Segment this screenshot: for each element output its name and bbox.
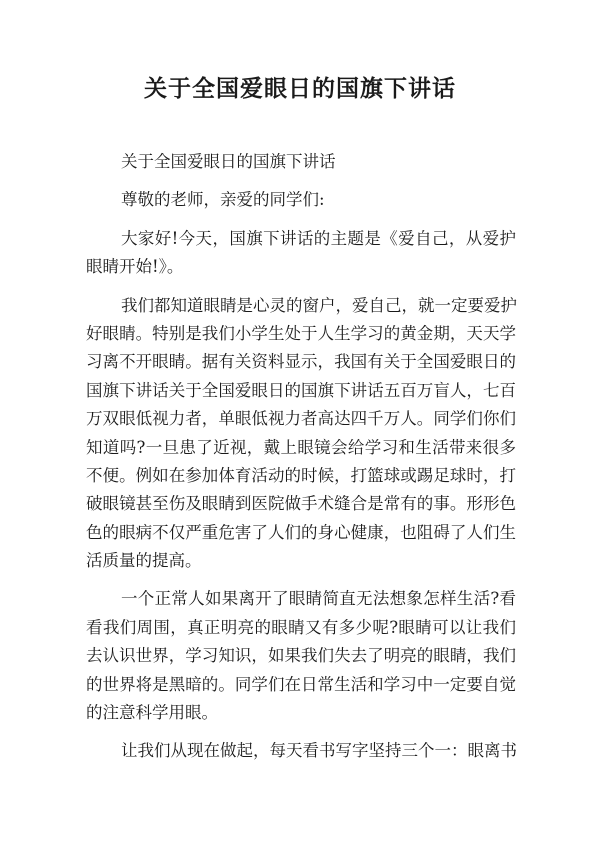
text-line: 的世界将是黑暗的。同学们在日常生活和学习中一定要自觉 <box>86 674 516 694</box>
paragraph-gap <box>86 282 516 292</box>
paragraph-gap <box>86 727 516 737</box>
text-line: 一个正常人如果离开了眼睛简直无法想象怎样生活?看 <box>121 589 516 609</box>
text-line: 习离不开眼睛。据有关资料显示，我国有关于全国爱眼日的 <box>86 352 516 372</box>
text-line: 不便。例如在参加体育活动的时候，打篮球或踢足球时，打 <box>86 465 516 485</box>
text-line: 眼睛开始!》。 <box>86 257 184 277</box>
document-body <box>86 148 516 766</box>
text-line: 去认识世界，学习知识，如果我们失去了明亮的眼睛，我们 <box>86 646 516 666</box>
text-line: 知道吗?一旦患了近视，戴上眼镜会给学习和生活带来很多 <box>86 437 516 457</box>
text-line: 好眼睛。特别是我们小学生处于人生学习的黄金期，天天学 <box>86 323 516 343</box>
paragraph-gap <box>86 215 516 225</box>
text-line: 万双眼低视力者，单眼低视力者高达四千万人。同学们你们 <box>86 409 516 429</box>
paragraph-gap <box>86 176 516 186</box>
document-title: 关于全国爱眼日的国旗下讲话 <box>144 75 456 102</box>
text-line: 活质量的提高。 <box>86 551 202 571</box>
text-line: 国旗下讲话关于全国爱眼日的国旗下讲话五百万盲人，七百 <box>86 380 516 400</box>
text-line: 色的眼病不仅严重危害了人们的身心健康，也阻碍了人们生 <box>86 522 516 542</box>
text-line: 让我们从现在做起，每天看书写字坚持三个一：眼离书 <box>121 741 517 761</box>
text-line: 关于全国爱眼日的国旗下讲话 <box>121 152 336 171</box>
text-line: 大家好!今天，国旗下讲话的主题是《爱自己，从爱护 <box>121 228 516 248</box>
paragraph-gap <box>86 575 516 585</box>
text-line: 破眼镜甚至伤及眼睛到医院做手术缝合是常有的事。形形色 <box>86 494 516 514</box>
text-line: 的注意科学用眼。 <box>86 703 218 723</box>
text-line: 看我们周围，真正明亮的眼睛又有多少呢?眼睛可以让我们 <box>86 617 516 637</box>
text-line: 我们都知道眼睛是心灵的窗户，爱自己，就一定要爱护 <box>121 295 517 315</box>
text-line: 尊敬的老师，亲爱的同学们: <box>121 190 325 210</box>
